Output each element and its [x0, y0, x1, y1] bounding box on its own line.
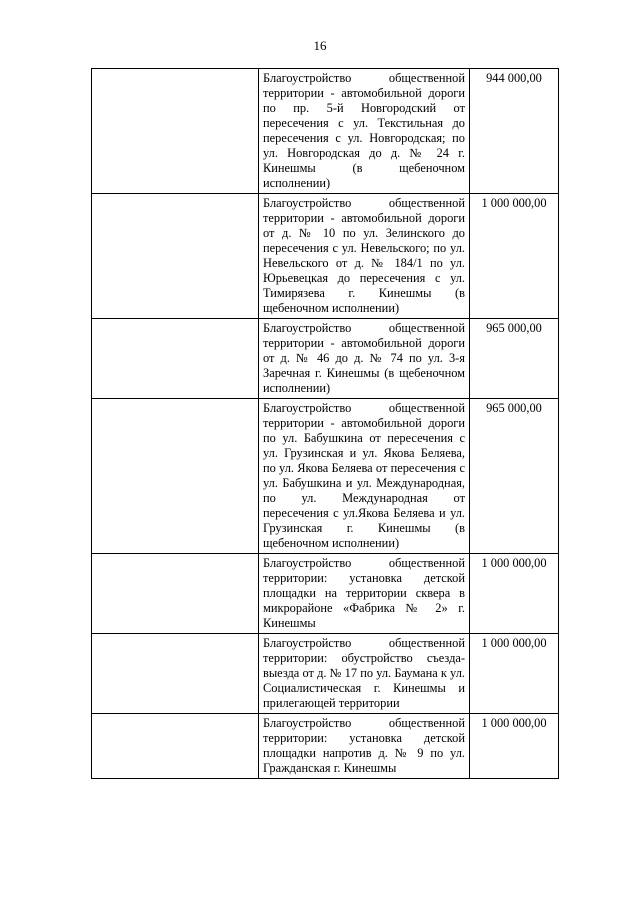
- description-cell: Благоустройство общественной территории - автомобильной дороги по ул. Бабушкина от пересечения с ул. Грузинская и ул. Якова Беляева, по ул. Якова Беляева от пересечения с ул. Бабушкина и ул. Международная, по ул. Международная от пересечения с ул.Якова Беляева и ул. Грузинская г. Кинешмы (в щебеночном исполнении): [259, 399, 470, 554]
- description-cell: Благоустройство общественной территории - автомобильной дороги по пр. 5-й Новгородский от пересечения с ул. Текстильная до пересечения с ул. Новгородская; по ул. Новгородская до д. № 24 г. Кинешмы (в щебеночном исполнении): [259, 69, 470, 194]
- empty-cell: [92, 399, 259, 554]
- empty-cell: [92, 714, 259, 779]
- amount-cell: 965 000,00: [470, 399, 559, 554]
- amount-cell: 1 000 000,00: [470, 194, 559, 319]
- table-row: [92, 399, 559, 554]
- empty-cell: [92, 69, 259, 194]
- empty-cell: [92, 319, 259, 399]
- table-row: [92, 194, 559, 319]
- description-cell: Благоустройство общественной территории: установка детской площадки напротив д. № 9 по ул. Гражданская г. Кинешмы: [259, 714, 470, 779]
- description-cell: Благоустройство общественной территории: обустройство съезда-выезда от д. № 17 по ул. Баумана к ул. Социалистическая г. Кинешмы и прилегающей территории: [259, 634, 470, 714]
- table-row: [92, 714, 559, 779]
- description-cell: Благоустройство общественной территории - автомобильной дороги от д. № 46 до д. № 74 по ул. 3-я Заречная г. Кинешмы (в щебеночном исполнении): [259, 319, 470, 399]
- budget-table: [91, 68, 559, 779]
- amount-cell: 965 000,00: [470, 319, 559, 399]
- amount-cell: 1 000 000,00: [470, 714, 559, 779]
- table-row: [92, 319, 559, 399]
- table-row: [92, 554, 559, 634]
- page-number: 16: [313, 38, 327, 53]
- table-row: [92, 69, 559, 194]
- empty-cell: [92, 194, 259, 319]
- table-row: [92, 634, 559, 714]
- amount-cell: 1 000 000,00: [470, 634, 559, 714]
- description-cell: Благоустройство общественной территории: установка детской площадки на территории сквера в микрорайоне «Фабрика № 2» г. Кинешмы: [259, 554, 470, 634]
- empty-cell: [92, 634, 259, 714]
- empty-cell: [92, 554, 259, 634]
- amount-cell: 944 000,00: [470, 69, 559, 194]
- amount-cell: 1 000 000,00: [470, 554, 559, 634]
- description-cell: Благоустройство общественной территории - автомобильной дороги от д. № 10 по ул. Зелинского до пересечения с ул. Невельского; по ул. Невельского от д. № 184/1 по ул. Юрьевецкая до пересечения с ул. Тимирязева г. Кинешмы (в щебеночном исполнении): [259, 194, 470, 319]
